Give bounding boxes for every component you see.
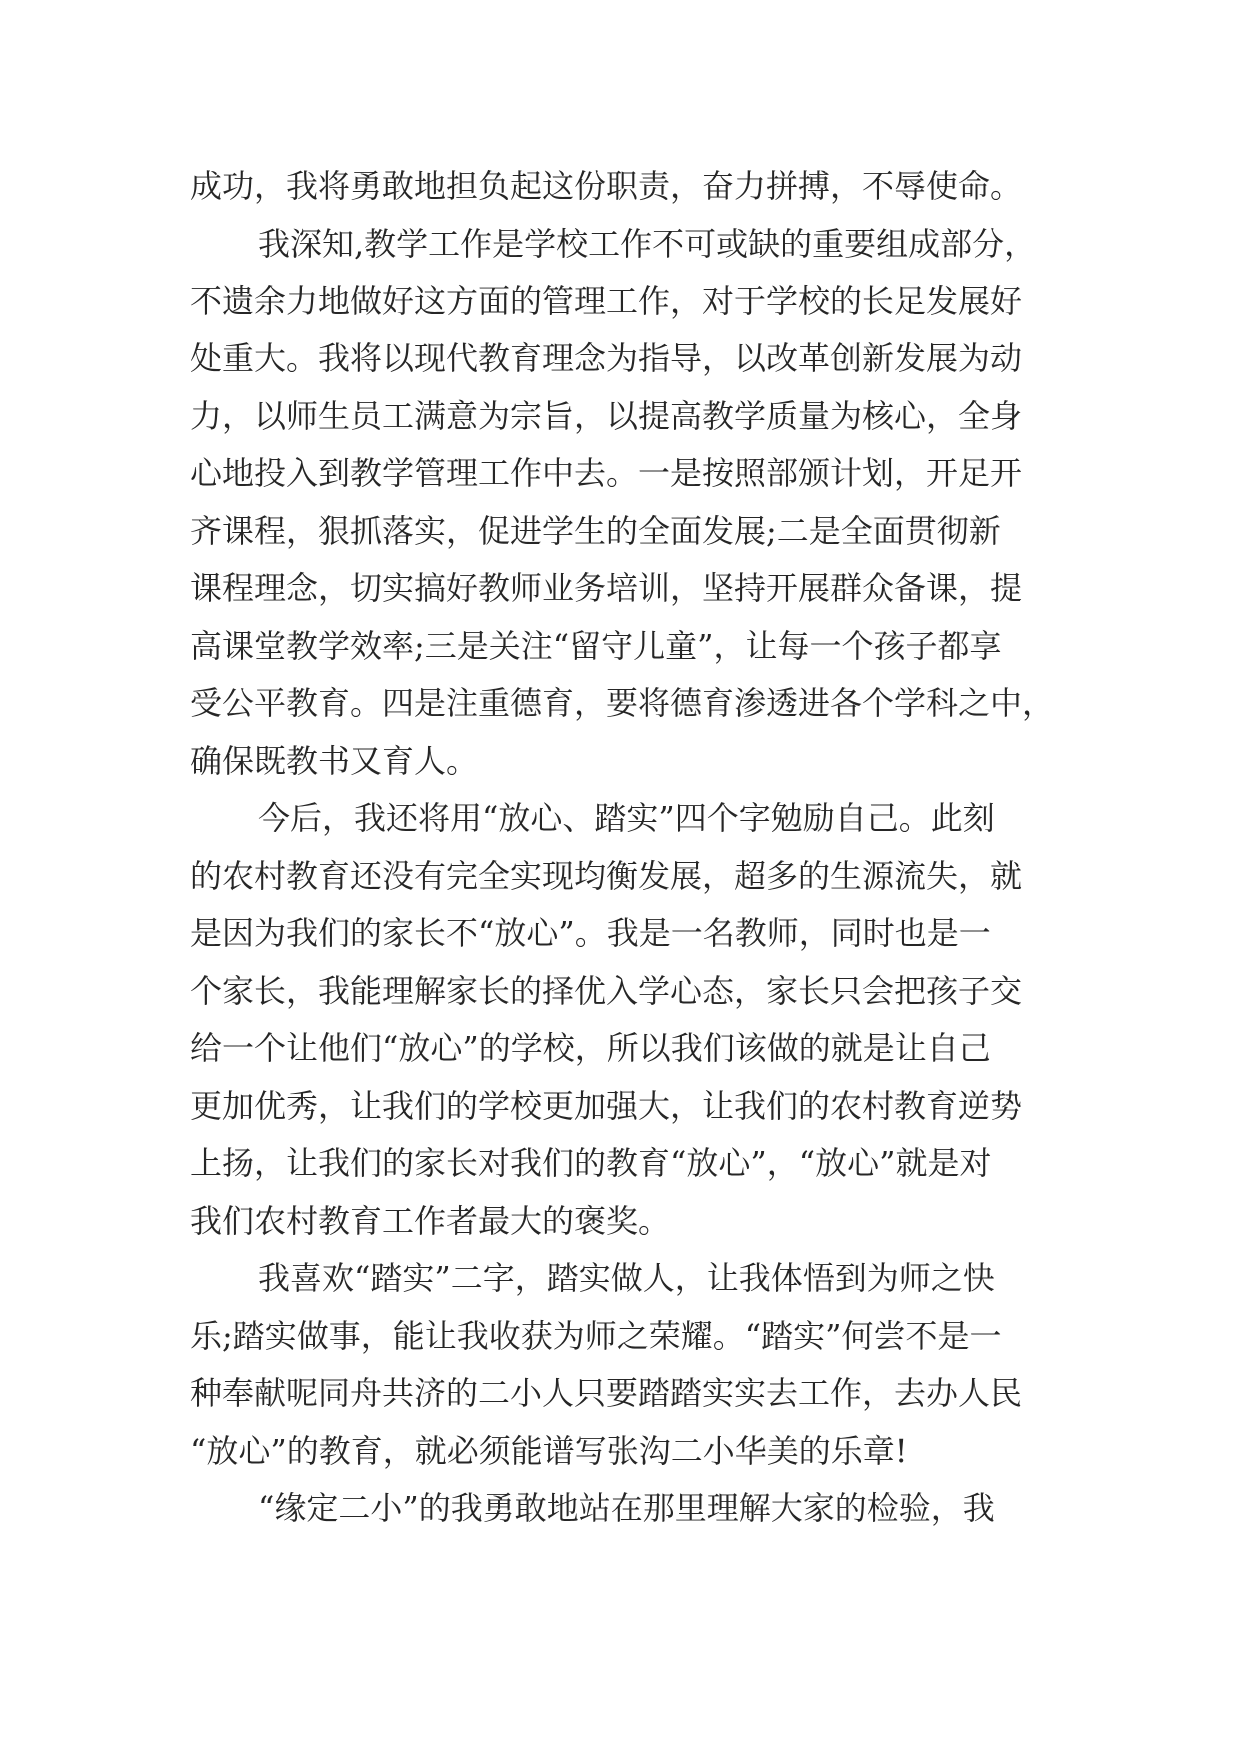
text-line: 不遗余力地做好这方面的管理工作，对于学校的长足发展好 [190,282,1023,320]
paragraph-first-line: 今后，我还将用“放心、踏实”四个字勉励自己。此刻 [258,799,995,837]
text-line: 种奉献呢同舟共济的二小人只要踏踏实实去工作，去办人民 [190,1374,1023,1412]
text-line: 个家长，我能理解家长的择优入学心态，家长只会把孩子交 [190,972,1023,1010]
text-line: 高课堂教学效率;三是关注“留守儿童”，让每一个孩子都享 [190,627,1002,665]
text-line: 处重大。我将以现代教育理念为指导，以改革创新发展为动 [190,339,1023,377]
text-line: 是因为我们的家长不“放心”。我是一名教师，同时也是一 [190,914,991,952]
text-line: 课程理念，切实搞好教师业务培训，坚持开展群众备课，提 [190,569,1023,607]
text-line: 确保既教书又育人。 [190,742,479,780]
paragraph-first-line: “缘定二小”的我勇敢地站在那里理解大家的检验，我 [258,1489,995,1527]
text-line: 力，以师生员工满意为宗旨，以提高教学质量为核心，全身 [190,397,1023,435]
paragraph-first-line: 我深知,教学工作是学校工作不可或缺的重要组成部分， [258,225,1037,263]
text-line: 乐;踏实做事，能让我收获为师之荣耀。“踏实”何尝不是一 [190,1317,1002,1355]
text-line: 更加优秀，让我们的学校更加强大，让我们的农村教育逆势 [190,1087,1023,1125]
text-line: 成功，我将勇敢地担负起这份职责，奋力拼搏，不辱使命。 [190,167,1023,205]
text-line: 我们农村教育工作者最大的褒奖。 [190,1202,671,1240]
paragraph-first-line: 我喜欢“踏实”二字，踏实做人，让我体悟到为师之快 [258,1259,995,1297]
text-line: 给一个让他们“放心”的学校，所以我们该做的就是让自己 [190,1029,991,1067]
text-line: 受公平教育。四是注重德育，要将德育渗透进各个学科之中， [190,684,1055,722]
text-line: 齐课程，狠抓落实，促进学生的全面发展;二是全面贯彻新 [190,512,1001,550]
text-line: 的农村教育还没有完全实现均衡发展，超多的生源流失，就 [190,857,1023,895]
text-line: “放心”的教育，就必须能谱写张沟二小华美的乐章! [190,1432,908,1470]
text-line: 心地投入到教学管理工作中去。一是按照部颁计划，开足开 [190,454,1023,492]
text-line: 上扬，让我们的家长对我们的教育“放心”，“放心”就是对 [190,1144,992,1182]
